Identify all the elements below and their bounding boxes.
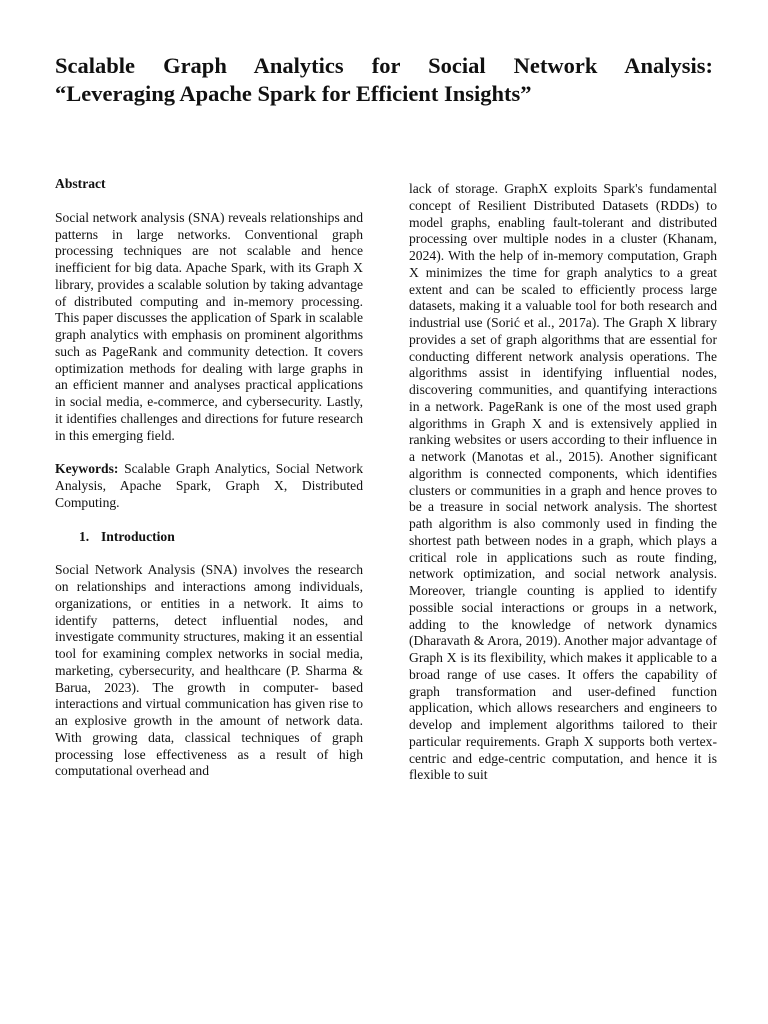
introduction-paragraph-left: Social Network Analysis (SNA) involves the research on relationships and interactions among individuals, organizations, or entities in a network. It aims to identify patterns, detect influential nodes, and investigate community structures, making it an essential tool for examining complex networks in social media, marketing, cybersecurity, and healthcare (P. Sharma & Barua, 2023). The growth in computer- based interactions and virtual communication has given rise to an explosive growth in the amount of network data. With growing data, classical techniques of graph processing lose effectiveness as a result of high computational overhead and bbox=[55, 562, 363, 779]
left-column bbox=[55, 176, 363, 780]
abstract-text: Social network analysis (SNA) reveals relationships and patterns in large networks. Conventional graph processing techniques are not scalable and hence inefficient for big data. Apache Spark, with its Graph X library, provides a scalable solution by taking advantage of distributed computing and in-memory processing. This paper discusses the application of Spark in scalable graph analytics with emphasis on prominent algorithms such as PageRank and community detection. It covers optimization methods for dealing with large graphs in an efficient manner and analyses practical applications in social media, e-commerce, and cybersecurity. Lastly, it identifies challenges and directions for future research in this emerging field. bbox=[55, 209, 363, 443]
keywords-text: Scalable Graph Analytics, Social Network Analysis, Apache Spark, Graph X, Distributed Computing. bbox=[55, 461, 363, 510]
section-number: 1. bbox=[79, 528, 90, 544]
keywords-label: Keywords: bbox=[55, 461, 119, 477]
introduction-heading bbox=[55, 529, 363, 546]
right-column bbox=[409, 181, 717, 784]
abstract-heading: Abstract bbox=[55, 176, 106, 191]
keywords-paragraph bbox=[55, 461, 363, 511]
section-title: Introduction bbox=[101, 528, 175, 544]
paper-title-line-1: Scalable Graph Analytics for Social Network Analysis: bbox=[55, 53, 713, 78]
introduction-paragraph-right: lack of storage. GraphX exploits Spark's fundamental concept of Resilient Distributed Datasets (RDDs) to model graphs, enabling fault-tolerant and distributed processing over multiple nodes in a cluster (Khanam, 2024). With the help of in-memory computation, Graph X minimizes the time for graph analytics to a great extent and can be scaled to efficiently process large datasets, making it a valuable tool for both research and industrial use (Sorić et al., 2017a). The Graph X library provides a set of graph algorithms that are essential for conducting different network analysis operations. The algorithms assist in identifying influential nodes, discovering communities, and quantifying interactions in a network. PageRank is one of the most used graph algorithms in Graph X and is extensively applied in ranking websites or users according to their influence in a network (Manotas et al., 2015). Another significant algorithm is connected components, which identifies clusters or communities in a graph and hence proves to be a treasure in social network analysis. The shortest path algorithm is also commonly used in finding the shortest path between nodes in a graph, which plays a critical role in applications such as route finding, network optimization, and social network analysis. Moreover, triangle counting is applied to identify possible social interactions or groups in a network, adding to the knowledge of network dynamics (Dharavath & Arora, 2019). Another major advantage of Graph X is its flexibility, which makes it applicable to a broad range of use cases. It offers the capability of graph transformation and user-defined function application, which allows researchers and engineers to develop and implement algorithms tailored to their particular requirements. Graph X supports both vertex-centric and edge-centric computation, and hence it is flexible to suit bbox=[409, 181, 717, 783]
paper-title bbox=[55, 52, 713, 108]
paper-title-line-2: “Leveraging Apache Spark for Efficient Insights” bbox=[55, 81, 532, 106]
